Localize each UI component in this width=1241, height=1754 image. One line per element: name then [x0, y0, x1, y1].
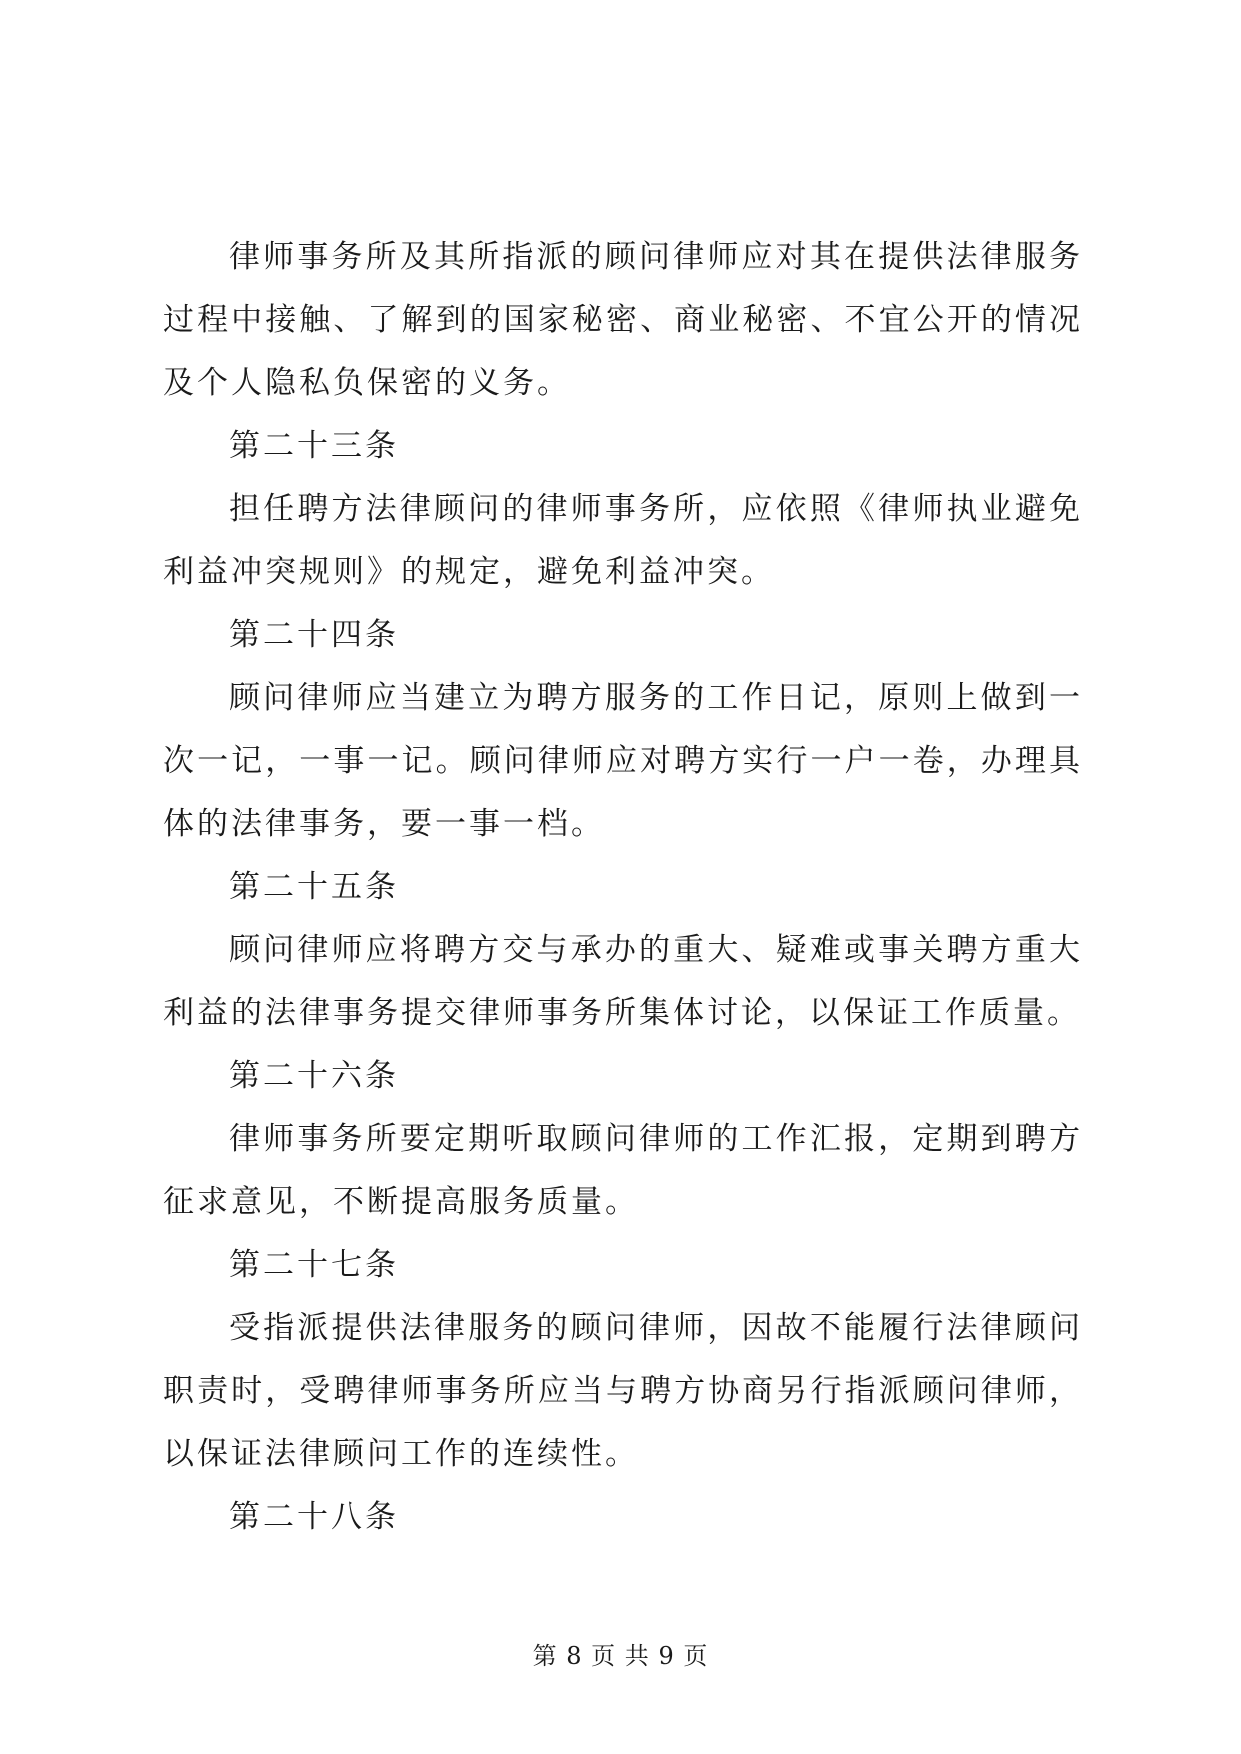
- document-body: [163, 226, 1083, 1549]
- article-heading-26: 第二十六条: [229, 1058, 399, 1094]
- paragraph-conflict-of-interest: 担任聘方法律顾问的律师事务所，应依照《律师执业避免利益冲突规则》的规定，避免利益冲突。: [163, 491, 1083, 590]
- article-heading-25: 第二十五条: [229, 869, 399, 905]
- article-heading-28: 第二十八条: [229, 1499, 399, 1535]
- article-heading-27: 第二十七条: [229, 1247, 399, 1283]
- article-heading-24: 第二十四条: [229, 617, 399, 653]
- page-footer: [0, 1636, 1241, 1671]
- paragraph-collective-discussion: 顾问律师应将聘方交与承办的重大、疑难或事关聘方重大利益的法律事务提交律师事务所集体讨论，以保证工作质量。: [163, 932, 1083, 1031]
- article-heading-23: 第二十三条: [229, 428, 399, 464]
- paragraph-confidentiality: 律师事务所及其所指派的顾问律师应对其在提供法律服务过程中接触、了解到的国家秘密、商业秘密、不宜公开的情况及个人隐私负保密的义务。: [163, 239, 1083, 401]
- page-number-label: 第 8 页 共 9 页: [532, 1642, 709, 1670]
- paragraph-work-report: 律师事务所要定期听取顾问律师的工作汇报，定期到聘方征求意见，不断提高服务质量。: [163, 1121, 1083, 1220]
- paragraph-work-diary: 顾问律师应当建立为聘方服务的工作日记，原则上做到一次一记，一事一记。顾问律师应对聘方实行一户一卷，办理具体的法律事务，要一事一档。: [163, 680, 1083, 842]
- paragraph-reassignment: 受指派提供法律服务的顾问律师，因故不能履行法律顾问职责时，受聘律师事务所应当与聘方协商另行指派顾问律师，以保证法律顾问工作的连续性。: [163, 1310, 1083, 1472]
